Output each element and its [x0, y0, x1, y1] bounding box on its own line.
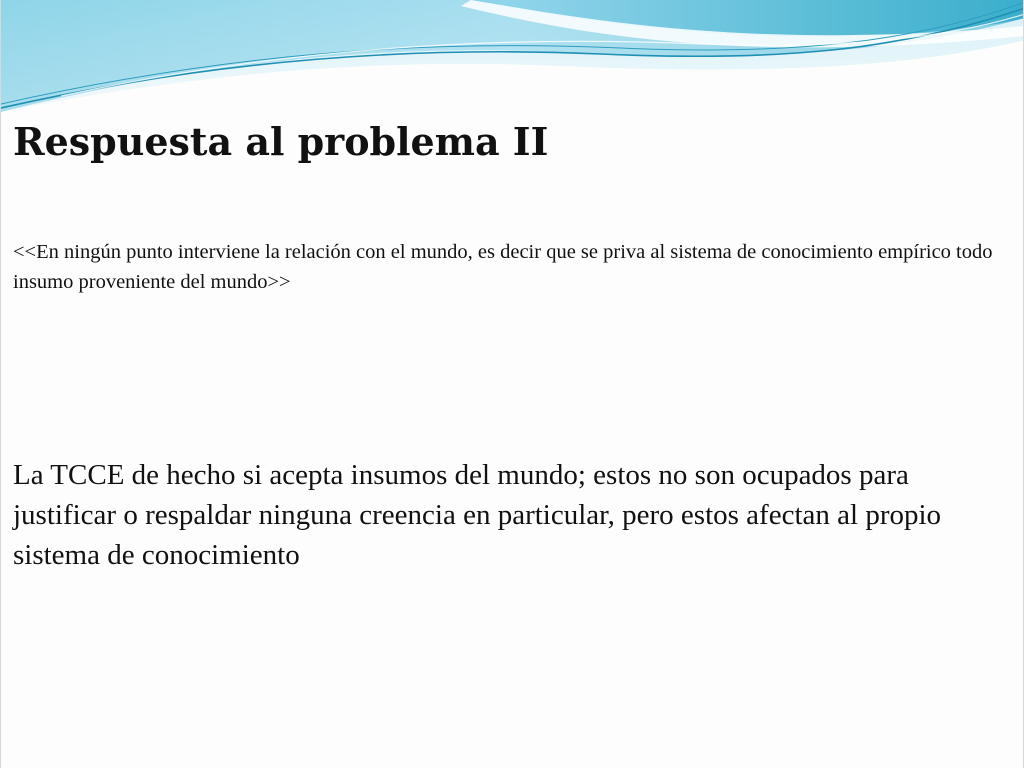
slide-title: Respuesta al problema II — [13, 119, 549, 164]
header-wave-decoration — [1, 0, 1024, 120]
quote-paragraph: <<En ningún punto interviene la relación con el mundo, es decir que se priva al sistema de conocimiento empírico todo insumo proveniente del mundo>> — [13, 241, 993, 293]
answer-paragraph: La TCCE de hecho si acepta insumos del mundo; estos no son ocupados para justificar o respaldar ninguna creencia en particular, pero estos afectan al propio sistema de conocimiento — [13, 459, 942, 571]
